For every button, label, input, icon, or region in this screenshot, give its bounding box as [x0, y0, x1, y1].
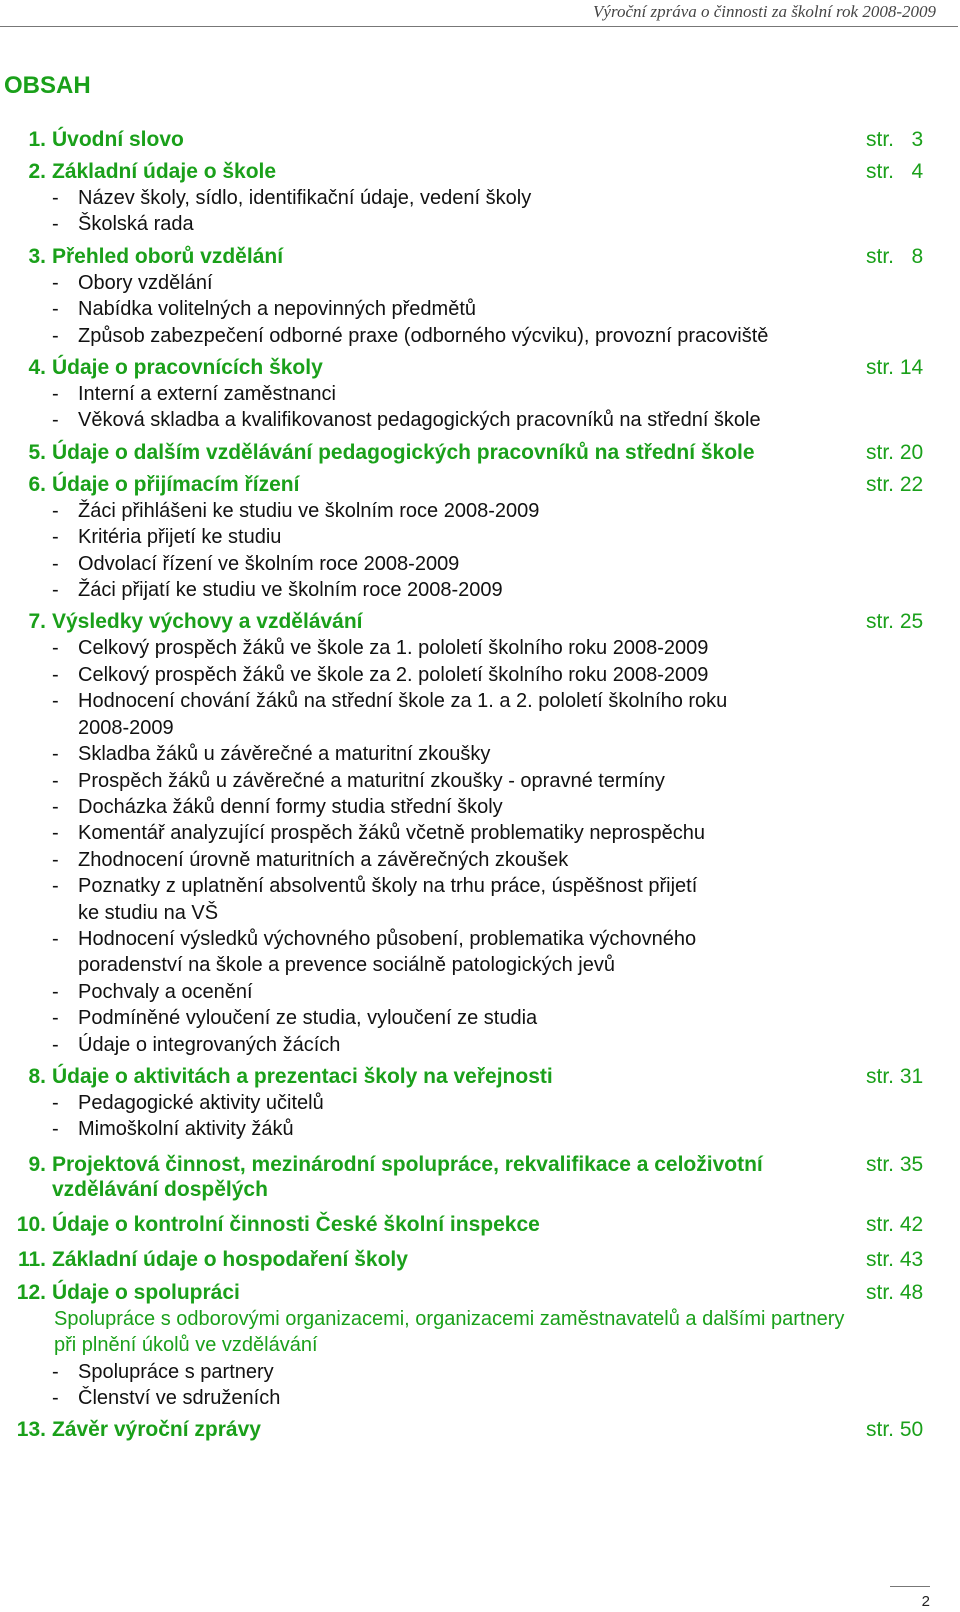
section-page-ref: str. 20 [866, 440, 924, 464]
subsection-item [52, 296, 866, 322]
toc-section[interactable] [0, 1416, 960, 1448]
section-title[interactable]: Přehled oborů vzdělání [52, 244, 284, 268]
section-title[interactable]: Závěr výroční zprávy [52, 1418, 261, 1442]
dash-bullet: - [52, 409, 59, 432]
section-gap [0, 1143, 960, 1151]
subsection-item [52, 524, 866, 550]
toc-section[interactable] [0, 608, 960, 1063]
subsection-item [52, 1090, 866, 1116]
dash-bullet: - [52, 822, 59, 845]
subsection-text: Věková skladba a kvalifikovanost pedagogických pracovníků na střední škole [78, 409, 761, 432]
subsection-text: poradenství na škole a prevence sociálně patologických jevů [78, 954, 615, 977]
dash-bullet: - [52, 1118, 59, 1141]
subsection-item [52, 270, 866, 296]
toc-section[interactable] [0, 1063, 960, 1151]
section-number: 13. [16, 1418, 46, 1442]
subsection-text: Podmíněné vyloučení ze studia, vyloučení ze studia [78, 1007, 538, 1030]
subsection-text: Interní a externí zaměstnanci [78, 383, 336, 406]
dash-bullet: - [52, 927, 59, 950]
subsection-text: Pochvaly a ocenění [78, 980, 253, 1003]
section-number: 10. [16, 1212, 46, 1236]
toc-section[interactable] [0, 158, 960, 243]
dash-bullet: - [52, 1387, 59, 1409]
section-title[interactable]: Základní údaje o škole [52, 160, 277, 183]
toc-title: OBSAH [4, 72, 91, 99]
dash-bullet: - [52, 1091, 59, 1114]
header-title: Výroční zpráva o činnosti za školní rok 2008-2009 [593, 2, 936, 21]
section-title[interactable]: Údaje o kontrolní činnosti České školní inspekce [52, 1212, 540, 1236]
dash-bullet: - [52, 663, 59, 686]
dash-bullet: - [52, 271, 59, 294]
dash-bullet: - [52, 848, 59, 871]
section-page-ref: str. 22 [866, 472, 924, 496]
subsection-text: Obory vzdělání [78, 271, 213, 294]
toc-section[interactable] [0, 1211, 960, 1246]
subsection-text: 2008-2009 [78, 716, 174, 739]
subsection-text: Hodnocení chování žáků na střední škole za 1. a 2. pololetí školního roku [78, 690, 728, 713]
subsection-item [52, 820, 866, 846]
subsection-item [52, 873, 866, 899]
dash-bullet: - [52, 637, 59, 660]
toc-section[interactable] [0, 126, 960, 158]
section-page-ref: str. 8 [866, 244, 924, 268]
dash-bullet: - [52, 1033, 59, 1056]
subsection-item [52, 211, 866, 237]
dash-bullet: - [52, 383, 59, 406]
section-number: 1. [28, 128, 46, 151]
subsection-item [52, 768, 866, 794]
dash-bullet: - [52, 526, 59, 549]
section-title[interactable]: Údaje o přijímacím řízení [52, 472, 300, 496]
subsection-text: Způsob zabezpečení odborné praxe (odborného výcviku), provozní pracoviště [78, 324, 769, 347]
section-number: 8. [28, 1064, 46, 1088]
table-of-contents [0, 126, 960, 1448]
section-page-ref: str. 50 [866, 1418, 924, 1442]
subsection-text: Poznatky z uplatnění absolventů školy na trhu práce, úspěšnost přijetí [78, 875, 698, 898]
toc-section[interactable] [0, 1151, 960, 1211]
subsection-item [52, 185, 866, 211]
subsection-item [52, 381, 866, 407]
dash-bullet: - [52, 579, 59, 602]
subsection-text: Pedagogické aktivity učitelů [78, 1091, 324, 1114]
subsection-item [52, 551, 866, 577]
dash-bullet: - [52, 743, 59, 766]
subsection-item [52, 688, 866, 714]
section-title[interactable]: Údaje o pracovnících školy [52, 356, 323, 380]
subsection-text: Nabídka volitelných a nepovinných předmětů [78, 298, 477, 321]
section-number: 6. [28, 472, 46, 496]
subsection-item [52, 1385, 866, 1411]
subsection-text: Odvolací řízení ve školním roce 2008-2009 [78, 552, 460, 575]
subsection-item [52, 323, 866, 349]
section-title[interactable]: Projektová činnost, mezinárodní spolupráce, rekvalifikace a celoživotní vzdělávání dospělých [52, 1152, 763, 1201]
toc-section[interactable] [0, 471, 960, 609]
dash-bullet: - [52, 298, 59, 321]
section-number: 2. [28, 160, 46, 183]
dash-bullet: - [52, 690, 59, 713]
dash-bullet: - [52, 499, 59, 522]
section-number: 4. [28, 356, 46, 380]
subsection-text: Docházka žáků denní formy studia střední školy [78, 795, 503, 818]
section-number: 3. [28, 244, 46, 268]
subsection-item [52, 635, 866, 661]
subsection-item [52, 407, 866, 433]
section-page-ref: str. 35 [866, 1152, 924, 1176]
toc-section[interactable] [0, 354, 960, 439]
subsection-text: Spolupráce s partnery [78, 1360, 274, 1383]
section-page-ref: str. 31 [866, 1064, 924, 1088]
subsection-text: Mimoškolní aktivity žáků [78, 1118, 294, 1141]
section-title[interactable]: Údaje o spolupráci [52, 1280, 240, 1304]
subsection-item [52, 1032, 866, 1058]
subsection-item [52, 979, 866, 1005]
subsection-text: Údaje o integrovaných žácích [78, 1033, 341, 1056]
section-page-ref: str. 14 [866, 356, 924, 380]
section-number: 11. [17, 1247, 46, 1271]
dash-bullet: - [52, 1007, 59, 1030]
section-title[interactable]: Úvodní slovo [52, 128, 184, 151]
subsection-text: Celkový prospěch žáků ve škole za 2. pololetí školního roku 2008-2009 [78, 663, 709, 686]
subsection-item [52, 847, 866, 873]
section-title[interactable]: Údaje o dalším vzdělávání pedagogických pracovníků na střední škole [52, 440, 755, 464]
toc-section[interactable] [0, 1279, 960, 1417]
section-title[interactable]: Výsledky výchovy a vzdělávání [52, 610, 363, 634]
subsection-text: Skladba žáků u závěrečné a maturitní zkoušky [78, 743, 491, 766]
section-page-ref: str. 42 [866, 1212, 924, 1236]
subsection-item [52, 715, 866, 741]
toc-section[interactable] [0, 439, 960, 471]
section-gap [0, 1238, 960, 1246]
dash-bullet: - [52, 187, 59, 209]
section-title[interactable]: Základní údaje o hospodaření školy [52, 1247, 408, 1271]
subsection-text: Kritéria přijetí ke studiu [78, 526, 282, 549]
dash-bullet: - [52, 552, 59, 575]
section-number: 7. [28, 610, 46, 634]
section-note: Spolupráce s odborovými organizacemi, organizacemi zaměstnavatelů a dalšími partnery při plnění úkolů ve vzdělávání [54, 1307, 845, 1357]
subsection-text: Název školy, sídlo, identifikační údaje, vedení školy [78, 187, 532, 209]
subsection-item [52, 577, 866, 603]
section-gap [0, 1443, 960, 1448]
subsection-item [52, 498, 866, 524]
dash-bullet: - [52, 875, 59, 898]
toc-section[interactable] [0, 243, 960, 354]
page-header [0, 0, 958, 27]
page-number: 2 [890, 1586, 930, 1610]
dash-bullet: - [52, 980, 59, 1003]
subsection-item [52, 952, 866, 978]
section-title[interactable]: Údaje o aktivitách a prezentaci školy na veřejnosti [52, 1064, 553, 1088]
dash-bullet: - [52, 1360, 59, 1383]
section-number: 5. [28, 440, 46, 464]
subsection-item [52, 794, 866, 820]
dash-bullet: - [52, 769, 59, 792]
subsection-text: Členství ve sdruženích [78, 1387, 281, 1409]
subsection-text: Celkový prospěch žáků ve škole za 1. pololetí školního roku 2008-2009 [78, 637, 709, 660]
dash-bullet: - [52, 324, 59, 347]
subsection-item [52, 900, 866, 926]
subsection-item [52, 662, 866, 688]
section-gap [0, 1203, 960, 1211]
subsection-item [52, 926, 866, 952]
subsection-text: ke studiu na VŠ [78, 901, 219, 924]
section-number: 9. [28, 1152, 46, 1176]
subsection-text: Žáci přihlášeni ke studiu ve školním roce 2008-2009 [78, 499, 540, 522]
section-page-ref: str. 4 [866, 160, 924, 183]
section-number: 12. [16, 1280, 46, 1304]
section-page-ref: str. 3 [866, 128, 924, 151]
subsection-text: Prospěch žáků u závěrečné a maturitní zkoušky - opravné termíny [78, 769, 665, 792]
subsection-item [52, 1359, 866, 1385]
subsection-item [52, 1116, 866, 1142]
subsection-text: Školská rada [78, 213, 194, 236]
section-page-ref: str. 48 [866, 1280, 924, 1304]
subsection-text: Žáci přijatí ke studiu ve školním roce 2008-2009 [78, 579, 503, 602]
subsection-item [52, 741, 866, 767]
subsection-text: Zhodnocení úrovně maturitních a závěrečných zkoušek [78, 848, 569, 871]
toc-section[interactable] [0, 1246, 960, 1279]
subsection-text: Komentář analyzující prospěch žáků včetně problematiky neprospěchu [78, 822, 706, 845]
subsection-item [52, 1005, 866, 1031]
section-page-ref: str. 43 [866, 1247, 924, 1271]
dash-bullet: - [52, 795, 59, 818]
section-page-ref: str. 25 [866, 610, 924, 634]
dash-bullet: - [52, 213, 59, 236]
subsection-text: Hodnocení výsledků výchovného působení, problematika výchovného [78, 927, 697, 950]
